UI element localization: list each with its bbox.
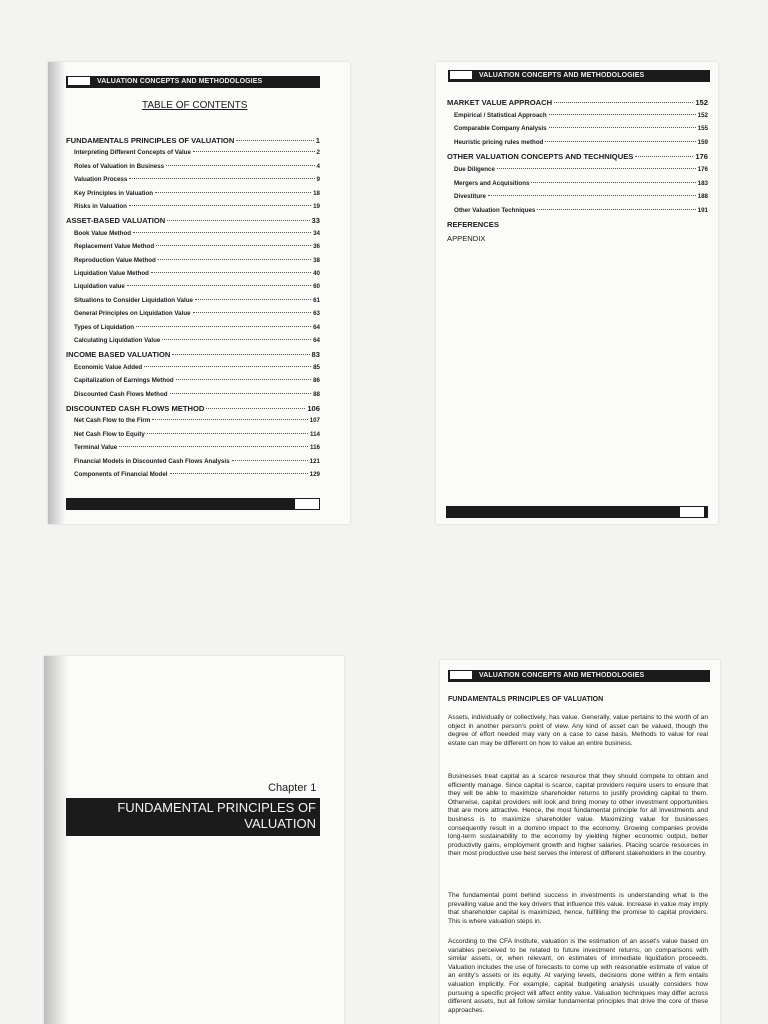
toc-entry-label: DISCOUNTED CASH FLOWS METHOD (66, 404, 205, 413)
toc-entry-label: Net Cash Flow to Equity (74, 430, 145, 438)
toc-leader-dots (144, 366, 311, 367)
header-text: VALUATION CONCEPTS AND METHODOLOGIES (97, 78, 263, 85)
toc-leader-dots (193, 151, 315, 152)
toc-entry-page: 64 (313, 337, 320, 344)
chapter-label: Chapter 1 (268, 782, 317, 794)
toc-leader-dots (537, 209, 695, 210)
toc-entry-label: Reproduction Value Method (74, 256, 156, 264)
toc-entry-label: Valuation Process (74, 176, 128, 184)
toc-entry (74, 417, 320, 424)
toc-entry-page: 4 (316, 162, 320, 170)
toc-entry-page: 121 (309, 457, 320, 465)
toc-entry-page: 40 (313, 270, 320, 277)
toc-entry (74, 243, 320, 250)
toc-entry-page: 88 (313, 390, 320, 398)
toc-entry-page: 33 (311, 216, 320, 226)
toc-entry-page: 152 (695, 98, 708, 107)
toc-entry-page: 64 (313, 323, 320, 331)
section-heading: FUNDAMENTALS PRINCIPLES OF VALUATION (448, 696, 604, 703)
toc-entry-page: 18 (313, 189, 320, 197)
toc-entry-page: 36 (313, 243, 320, 251)
toc-entry-label: Comparable Company Analysis (454, 125, 547, 133)
toc-leader-dots (170, 473, 308, 474)
toc-references: REFERENCES (447, 220, 499, 229)
toc-leader-dots (127, 285, 311, 286)
toc-entry (66, 136, 320, 145)
toc-entry-label: Terminal Value (74, 444, 118, 452)
toc-entry (74, 176, 320, 183)
toc-leader-dots (155, 192, 311, 193)
toc-entry-page: 106 (307, 404, 320, 413)
toc-leader-dots (554, 102, 693, 103)
toc-entry-label: Risks in Valuation (74, 203, 127, 210)
toc-entry-label: INCOME BASED VALUATION (66, 350, 171, 360)
page-footer-bar (66, 498, 320, 510)
toc-entry-label: FUNDAMENTALS PRINCIPLES OF VALUATION (66, 136, 235, 145)
chapter-title-bar (66, 798, 320, 836)
header-box (67, 76, 91, 86)
page-header-bar (448, 70, 710, 82)
footer-box (680, 507, 704, 517)
toc-entry-page: 60 (313, 283, 320, 291)
toc-entry-label: Situations to Consider Liquidation Value (74, 296, 193, 304)
toc-leader-dots (167, 220, 309, 221)
toc-entry-label: General Principles on Liquidation Value (74, 310, 191, 318)
toc-entry-label: Calculating Liquidation Value (74, 337, 161, 344)
page-header-bar (448, 670, 710, 682)
toc-entry-page: 176 (695, 152, 708, 162)
paragraph-4: According to the CFA Institute, valuation is the estimation of an asset's value based on variables perceived to be related to future investment returns, on comparisons with similar assets, or, when relevant, on estimates of immediate liquidation proceeds. Valuation includes the use of forecasts to come up with reasonable estimate of value of an entity's assets or its equity. At varying levels, decisions done within a firm entails valuation implicitly. For example, capital budgeting analysis usually considers how pursuing a specific project will affect entity value. Valuation techniques may differ across different assets, but all follow similar fundamental principles that drive the core of these approaches. (448, 938, 708, 1014)
toc-entry (74, 149, 320, 156)
toc-entry (447, 98, 708, 107)
toc-leader-dots (497, 168, 696, 169)
toc-entry (454, 112, 708, 119)
toc-entry-label: Discounted Cash Flows Method (74, 390, 168, 398)
toc-leader-dots (156, 245, 311, 246)
toc-entry (74, 163, 320, 170)
toc-entry-page: 85 (313, 363, 320, 371)
toc-entry (74, 444, 320, 451)
toc-leader-dots (147, 433, 308, 434)
toc-leader-dots (151, 272, 311, 273)
toc-entry-page: 155 (697, 125, 708, 133)
toc-entry-label: Types of Liquidation (74, 323, 135, 331)
toc-entry-page: 116 (310, 444, 320, 452)
toc-entry-page: 61 (313, 296, 320, 304)
toc-entry-page: 129 (309, 471, 320, 478)
toc-entry-page: 63 (313, 310, 320, 318)
toc-leader-dots (549, 127, 696, 128)
toc-leader-dots (170, 393, 312, 394)
toc-entry-page: 34 (313, 229, 320, 237)
toc-entry (74, 337, 320, 344)
toc-leader-dots (549, 114, 696, 115)
toc-entry (74, 391, 320, 398)
toc-leader-dots (206, 408, 305, 409)
toc-entry-label: Interpreting Different Concepts of Value (74, 149, 191, 157)
toc-entry-label: Book Value Method (74, 229, 132, 237)
paragraph-2: Businesses treat capital as a scarce resource that they should compete to obtain and efficiently manage. Since capital is scarce, capital providers require users to ensure that they will be able to maximize shareholder returns to justify providing capital to them. Otherwise, capital providers will look and bring money to other investment opportunities that are more attractive. Hence, the most fundamental principle for all investments and business is to maximize shareholder value. Maximizing value for businesses consequently result in a domino impact to the economy. Growing companies provide long-term sustainability to the economy by yielding higher economic output, better productivity gains, employment growth and higher salaries. Placing scarce resources in their most productive use best serves the interest of different stakeholders in the country. (448, 773, 708, 858)
toc-leader-dots (488, 195, 696, 196)
paragraph-3: The fundamental point behind success in investments is understanding what is the prevailing value and the key drivers that influence this value. Increase in value may imply that shareholder capital is maximized, hence, fulfilling the promise to capital providers. This is where valuation steps in. (448, 892, 708, 925)
toc-entry-label: Empirical / Statistical Approach (454, 111, 547, 119)
toc-entry (454, 207, 708, 214)
toc-leader-dots (635, 156, 693, 157)
toc-entry-label: Net Cash Flow to the Firm (74, 417, 151, 425)
toc-entry (74, 377, 320, 384)
paragraph-1: Assets, individually or collectively, has value. Generally, value pertains to the worth of an object in another person's point of view. Any kind of asset can be valued, though the degree of effort needed may vary on a case to case basis. Methods to value for real estate can may be different on how to value an entire business. (448, 714, 708, 747)
toc-leader-dots (195, 299, 311, 300)
toc-entry (74, 230, 320, 237)
toc-entry-label: Liquidation Value Method (74, 270, 149, 277)
toc-entry (454, 125, 708, 132)
toc-entry (454, 139, 708, 146)
toc-entry-label: OTHER VALUATION CONCEPTS AND TECHNIQUES (447, 152, 634, 162)
toc-appendix: APPENDIX (447, 234, 486, 243)
toc-entry (454, 166, 708, 173)
toc-entry-label: Capitalization of Earnings Method (74, 377, 174, 385)
toc-entry-label: Components of Financial Model (74, 471, 168, 478)
toc-entry-page: 107 (309, 417, 320, 425)
toc-page-1 (48, 62, 350, 524)
toc-entry-label: Roles of Valuation in Business (74, 162, 165, 170)
toc-leader-dots (158, 259, 311, 260)
text-page (440, 660, 720, 1024)
toc-entry (454, 180, 708, 187)
toc-entry-page: 9 (316, 176, 320, 184)
toc-entry (74, 283, 320, 290)
toc-entry (66, 404, 320, 413)
toc-entry-page: 188 (697, 193, 708, 201)
toc-entry-page: 114 (310, 430, 320, 438)
toc-entry-label: MARKET VALUE APPROACH (447, 98, 553, 107)
header-box (449, 670, 473, 680)
toc-entry-label: Divestiture (454, 193, 486, 201)
toc-leader-dots (129, 178, 314, 179)
toc-leader-dots (176, 379, 311, 380)
header-text: VALUATION CONCEPTS AND METHODOLOGIES (479, 672, 645, 679)
header-text: VALUATION CONCEPTS AND METHODOLOGIES (479, 72, 645, 79)
toc-entry-page: 176 (697, 166, 708, 173)
toc-entry-label: Due Diligence (454, 166, 495, 173)
toc-entry-label: Liquidation value (74, 283, 125, 291)
page-shadow (48, 62, 66, 524)
toc-leader-dots (232, 460, 308, 461)
toc-leader-dots (136, 326, 311, 327)
toc-entry (74, 364, 320, 371)
toc-entry-label: Other Valuation Techniques (454, 206, 536, 214)
toc-leader-dots (193, 312, 312, 313)
toc-leader-dots (166, 165, 314, 166)
toc-entry (74, 431, 320, 438)
toc-entry-label: Mergers and Acquisitions (454, 179, 530, 187)
toc-entry-label: ASSET-BASED VALUATION (66, 216, 166, 226)
toc-entry (74, 458, 320, 465)
page-shadow (44, 656, 68, 1024)
toc-entry-label: Financial Models in Discounted Cash Flows Analysis (74, 457, 230, 465)
toc-entry-page: 2 (316, 149, 320, 157)
toc-entry-page: 86 (313, 377, 320, 385)
toc-entry-label: Economic Value Added (74, 363, 143, 371)
toc-entry-page: 152 (697, 111, 708, 119)
toc-entry (74, 324, 320, 331)
chapter-title-line-1: FUNDAMENTAL PRINCIPLES OF (117, 800, 316, 815)
toc-entry (74, 203, 320, 210)
toc-leader-dots (172, 354, 309, 355)
toc-entry-label: Key Principles in Valuation (74, 189, 154, 197)
toc-leader-dots (129, 205, 311, 206)
toc-entry (66, 216, 320, 225)
page-header-bar (66, 76, 320, 88)
toc-entry (447, 152, 708, 161)
toc-leader-dots (119, 446, 308, 447)
toc-entry-page: 183 (697, 179, 708, 187)
toc-page-2 (436, 62, 718, 524)
toc-entry (74, 190, 320, 197)
toc-entry (74, 310, 320, 317)
footer-box (295, 499, 319, 509)
toc-entry-page: 191 (697, 206, 708, 214)
toc-leader-dots (236, 140, 313, 141)
toc-entry-label: Replacement Value Method (74, 243, 155, 251)
toc-entry (454, 193, 708, 200)
toc-title: TABLE OF CONTENTS (142, 100, 248, 111)
toc-leader-dots (545, 141, 695, 142)
toc-entry-page: 83 (311, 350, 320, 360)
chapter-title-line-2: VALUATION (244, 816, 316, 831)
toc-entry (66, 350, 320, 359)
toc-entry-page: 159 (697, 138, 708, 146)
toc-leader-dots (162, 339, 311, 340)
toc-entry (74, 471, 320, 478)
page-footer-bar (446, 506, 708, 518)
toc-leader-dots (152, 419, 307, 420)
toc-leader-dots (133, 232, 311, 233)
toc-entry (74, 257, 320, 264)
toc-entry-page: 19 (313, 203, 320, 210)
toc-entry (74, 297, 320, 304)
toc-entry-page: 1 (315, 136, 320, 145)
toc-entry (74, 270, 320, 277)
toc-entry-label: Heuristic pricing rules method (454, 138, 544, 146)
chapter-page (44, 656, 344, 1024)
toc-leader-dots (531, 182, 695, 183)
header-box (449, 70, 473, 80)
toc-entry-page: 38 (313, 256, 320, 264)
